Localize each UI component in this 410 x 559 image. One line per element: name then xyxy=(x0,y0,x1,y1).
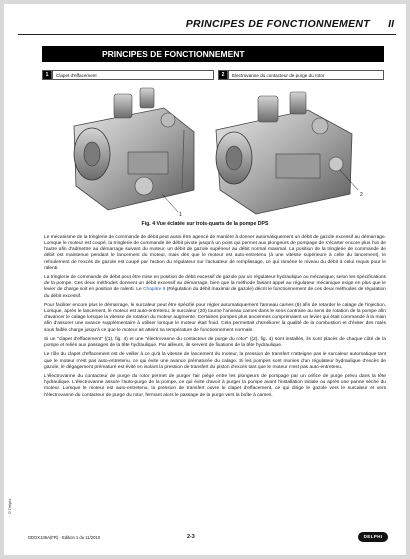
paragraph: Pour faciliter encore plus le démarrage, le surcaleur peut être spécifié pour régler automatiquement l'anneau cames (9) afin de retarder le calage de l'injection. Lorsque, après le lancement, le moteur est auto-entretenu, le surcaleur (20) tourne l'anneau cames dans le sens contraire au sens de rotation de la pompe afin d'avancer le calage lorsque la vitesse de rotation du moteur augmente. Certaines pompes plus anciennes comprenaient un levier qui était commandé à la main afin d'assurer une avance supplémentaire à utiliser lorsque le moteur était froid. Cela permettait d'améliorer la qualité de la combustion et d'éviter des ratés sous faible charge jusqu'à ce que le moteur ait atteint sa température de fonctionnement normale. xyxy=(44,302,386,333)
header-rule xyxy=(18,34,396,35)
legend-text: Electrovanne du contacteur de purge du rotor xyxy=(228,70,384,80)
paragraph-text: La tringlerie de commande de débit peut être mise en position de débit excessif de gazole par un régulateur hydraulique ou mécanique, selon les spécifications de la pompe. Ces deux méthodes donnent un débit excessif au démarrage, bien que la méthode faisant appel au régulateur mécanique exige en plus que le levier de charge soit en position de ralenti. Le xyxy=(44,275,386,293)
paragraph: L'électrovanne du contacteur de purge du rotor permet de purger l'air piégé entre les plongeurs de pompage par un orifice de purge prévu dans la tête hydraulique. L'électrovanne assure l'auto-purge de la pompe, ce qui évite d'avoir à purger la pompe avant l'installation initiale ou après une panne sèche du moteur. Lorsque le moteur est auto-entretenu, la pression de transfert ouvre le clapet d'effacement, ce qui dirige le gazole vers le surcaleur et vers l'électrovanne du contacteur de purge du rotor, fermant alors le passage de la purge vers la boîte à cames. xyxy=(44,374,386,398)
paragraph xyxy=(44,275,386,300)
document-reference: DDGX136A(FR) - Edition 1 du 11/2010 xyxy=(28,535,101,540)
page-header xyxy=(4,16,406,38)
legend-text: Clapet d'effacement xyxy=(52,70,214,80)
chapter-6-link[interactable]: Chapitre 6 xyxy=(143,287,166,293)
legend-number: 2 xyxy=(218,70,228,80)
pump-right-illustration xyxy=(216,92,358,214)
page-footer xyxy=(4,532,406,555)
callout-1: 1 xyxy=(179,212,182,218)
pump-photo xyxy=(44,86,374,218)
legend-number: 1 xyxy=(42,70,52,80)
paragraph-text: (Régulation du débit maximal de gazole) décrit le fonctionnement de ces deux méthodes de régulation du débit excessif. xyxy=(44,287,386,299)
section-banner: PRINCIPES DE FONCTIONNEMENT xyxy=(42,46,384,62)
document-page xyxy=(4,4,406,555)
paragraph: Si un "clapet d'effacement" ((1), fig. 4) et une "électrovanne du contacteur de purge du rotor" ((2), fig. 4) sont installés, ils sont placés de chaque côté de la pompe et reliés aux passages de la tête hydraulique. Par ailleurs, ils servent de fixations de la tête hydraulique. xyxy=(44,336,386,349)
header-title: PRINCIPES DE FONCTIONNEMENT xyxy=(185,18,370,30)
paragraph: Le mécanisme de la tringlerie de commande de débit peut aussi être agencé de manière à donner automatiquement un débit de gazole excessif au démarrage. Lorsque le moteur est coupé, la tringlerie de commande de débit pivote jusqu'à un point qui permet aux plongeurs de pompage de s'écarter encore plus l'un de l'autre afin d'admettre au démarrage suivant du moteur, un débit de gazole supérieur au débit normal maximal. La position de la tringlerie de commande de débit est maintenue pendant le lancement du moteur, mais dès que le moteur est auto-entretenu (à une vitesse supérieure à celle du lancement), le refoulement de l'excès de gazole est coupé par l'action du régulateur sur l'actuateur de remplissage, ce qui ramène le niveau du débit à celui requis pour le ralenti. xyxy=(44,235,386,271)
copyright-mark: © Delphi xyxy=(7,498,12,514)
figure-legend xyxy=(42,70,384,80)
pump-left-illustration xyxy=(74,88,194,212)
body-text xyxy=(44,235,386,402)
figure-caption: Fig. 4 Vue éclatée sur trois-quarts de la pompe DPS xyxy=(141,221,269,227)
header-section-number: II xyxy=(388,18,394,30)
page-number: 2-3 xyxy=(187,534,195,540)
paragraph: Le rôle du clapet d'effacement est de veiller à ce qu'à la vitesse de lancement du moteur, la pression de transfert n'atteigne pas le surcaleur automatique tant que le moteur n'est pas auto-entretenu, ce qui évite une avance prématurée du calage. Si les pompes sont munies d'un régulateur hydraulique d'excès de gazole, le dégagement prématuré est évité en isolant la pression de transfert du piston d'excès tant que le moteur n'est pas auto-entretenu. xyxy=(44,352,386,370)
delphi-logo: DELPHI xyxy=(358,532,388,542)
callout-2: 2 xyxy=(360,192,363,198)
